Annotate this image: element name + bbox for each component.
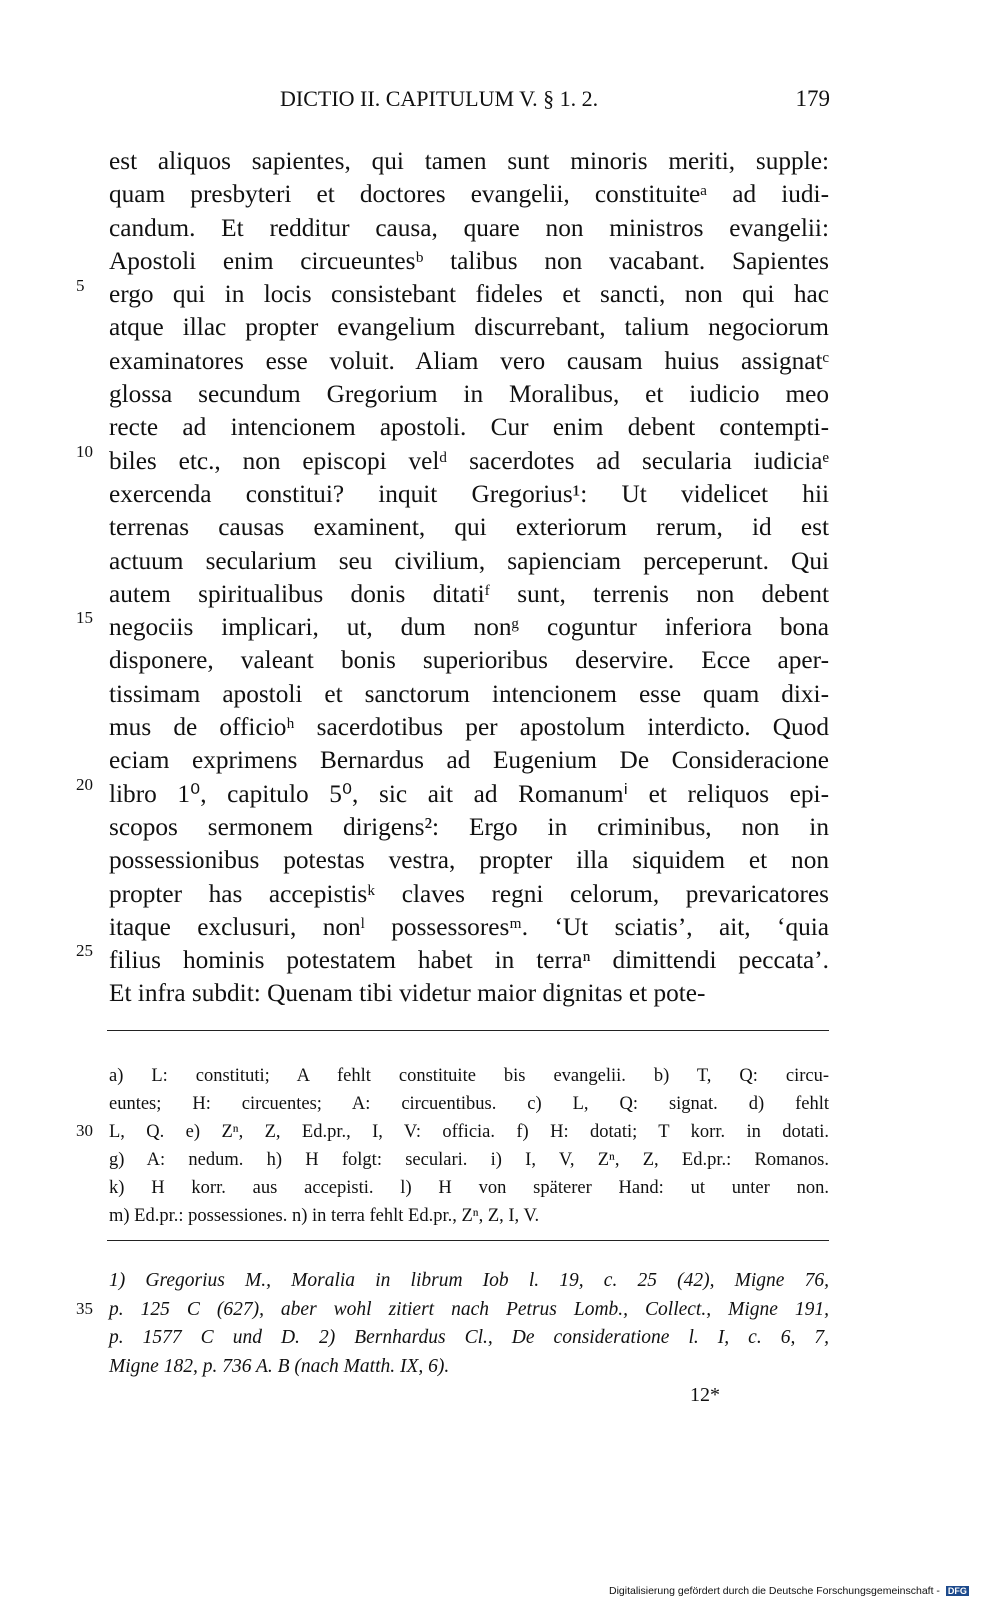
apparatus-line: L, Q. e) Zⁿ, Z, Ed.pr., I, V: officia. f) H: dotati; T korr. in dotati. (109, 1122, 829, 1142)
main-text (109, 145, 829, 1011)
text-line: disponere, valeant bonis superioribus deservire. Ecce aper- (109, 646, 829, 675)
text-line: examinatores esse voluit. Aliam vero causam huius assignatᶜ (109, 346, 829, 375)
credit-text: Digitalisierung gefördert durch die Deutsche Forschungsgemeinschaft - (609, 1585, 940, 1597)
text-line: autem spiritualibus donis ditatiᶠ sunt, terrenis non debent (109, 579, 829, 608)
apparatus-line: k) H korr. aus accepisti. l) H von späterer Hand: ut unter non. (109, 1178, 829, 1198)
text-line: negociis implicari, ut, dum nonᵍ coguntur inferiora bona (109, 613, 829, 642)
page-number: 179 (795, 86, 830, 111)
text-line: exercenda constitui? inquit Gregorius¹: Ut videlicet hii (109, 479, 829, 508)
text-line: recte ad intencionem apostoli. Cur enim debent contempti- (109, 413, 829, 442)
page-header (280, 86, 830, 120)
text-line: est aliquos sapientes, qui tamen sunt minoris meriti, supple: (109, 147, 829, 175)
text-line: itaque exclusuri, nonˡ possessoresᵐ. ‘Ut sciatis’, ait, ‘quia (109, 912, 829, 941)
text-line: Et infra subdit: Quenam tibi videtur maior dignitas et pote- (109, 979, 706, 1008)
margin-line-number: 25 (76, 941, 93, 960)
source-notes (109, 1267, 829, 1381)
text-line: filius hominis potestatem habet in terraⁿ dimittendi peccata’. (109, 946, 829, 975)
margin-line-number: 35 (76, 1299, 93, 1318)
margin-line-number: 20 (76, 775, 93, 794)
text-line: candum. Et redditur causa, quare non ministros evangelii: (109, 213, 829, 242)
note-line: p. 1577 C und D. 2) Bernhardus Cl., De consideratione l. I, c. 6, 7, (109, 1327, 829, 1348)
text-line: actuum secularium seu civilium, sapienciam perceperunt. Qui (109, 546, 829, 575)
signature-mark: 12* (690, 1384, 720, 1406)
note-line: p. 125 C (627), aber wohl zitiert nach Petrus Lomb., Collect., Migne 191, (109, 1298, 829, 1320)
text-line: possessionibus potestas vestra, propter illa siquidem et non (109, 846, 829, 875)
digitization-credit (609, 1585, 969, 1597)
note-line: Migne 182, p. 736 A. B (nach Matth. IX, 6). (109, 1355, 450, 1377)
text-line: terrenas causas examinent, qui exteriorum rerum, id est (109, 513, 829, 542)
notes-rule (107, 1240, 829, 1241)
text-line: propter has accepistisᵏ claves regni celorum, prevaricatores (109, 879, 829, 908)
critical-apparatus (109, 1062, 829, 1230)
apparatus-rule (107, 1030, 829, 1031)
text-line: Apostoli enim circueuntesᵇ talibus non vacabant. Sapientes (109, 246, 829, 275)
margin-line-number: 5 (76, 276, 85, 295)
text-line: ergo qui in locis consistebant fideles et sancti, non qui hac (109, 280, 829, 309)
text-line: mus de officioʰ sacerdotibus per apostolum interdicto. Quod (109, 713, 829, 742)
text-line: glossa secundum Gregorium in Moralibus, et iudicio meo (109, 380, 829, 409)
text-line: biles etc., non episcopi velᵈ sacerdotes ad secularia iudiciaᵉ (109, 446, 829, 475)
running-title: DICTIO II. CAPITULUM V. § 1. 2. (280, 86, 599, 111)
apparatus-line: a) L: constituti; A fehlt constituite bis evangelii. b) T, Q: circu- (109, 1066, 829, 1086)
margin-line-number: 15 (76, 608, 93, 627)
text-line: quam presbyteri et doctores evangelii, constituiteᵃ ad iudi- (109, 180, 829, 209)
text-line: atque illac propter evangelium discurrebant, talium negociorum (109, 313, 829, 342)
apparatus-line: g) A: nedum. h) H folgt: seculari. i) I, V, Zⁿ, Z, Ed.pr.: Romanos. (109, 1150, 829, 1170)
text-line: eciam exprimens Bernardus ad Eugenium De Consideracione (109, 746, 829, 775)
note-line: 1) Gregorius M., Moralia in librum Iob l. 19, c. 25 (42), Migne 76, (109, 1270, 829, 1291)
margin-line-number: 10 (76, 442, 93, 461)
margin-line-number: 30 (76, 1121, 93, 1140)
text-line: scopos sermonem dirigens²: Ergo in criminibus, non in (109, 812, 829, 841)
text-line: libro 1⁰, capitulo 5⁰, sic ait ad Romanumⁱ et reliquos epi- (109, 779, 829, 808)
dfg-logo: DFG (947, 1586, 967, 1596)
apparatus-line: m) Ed.pr.: possessiones. n) in terra fehlt Ed.pr., Zⁿ, Z, I, V. (109, 1206, 540, 1226)
apparatus-line: euntes; H: circuentes; A: circuentibus. c) L, Q: signat. d) fehlt (109, 1094, 829, 1114)
text-line: tissimam apostoli et sanctorum intencionem esse quam dixi- (109, 679, 829, 708)
